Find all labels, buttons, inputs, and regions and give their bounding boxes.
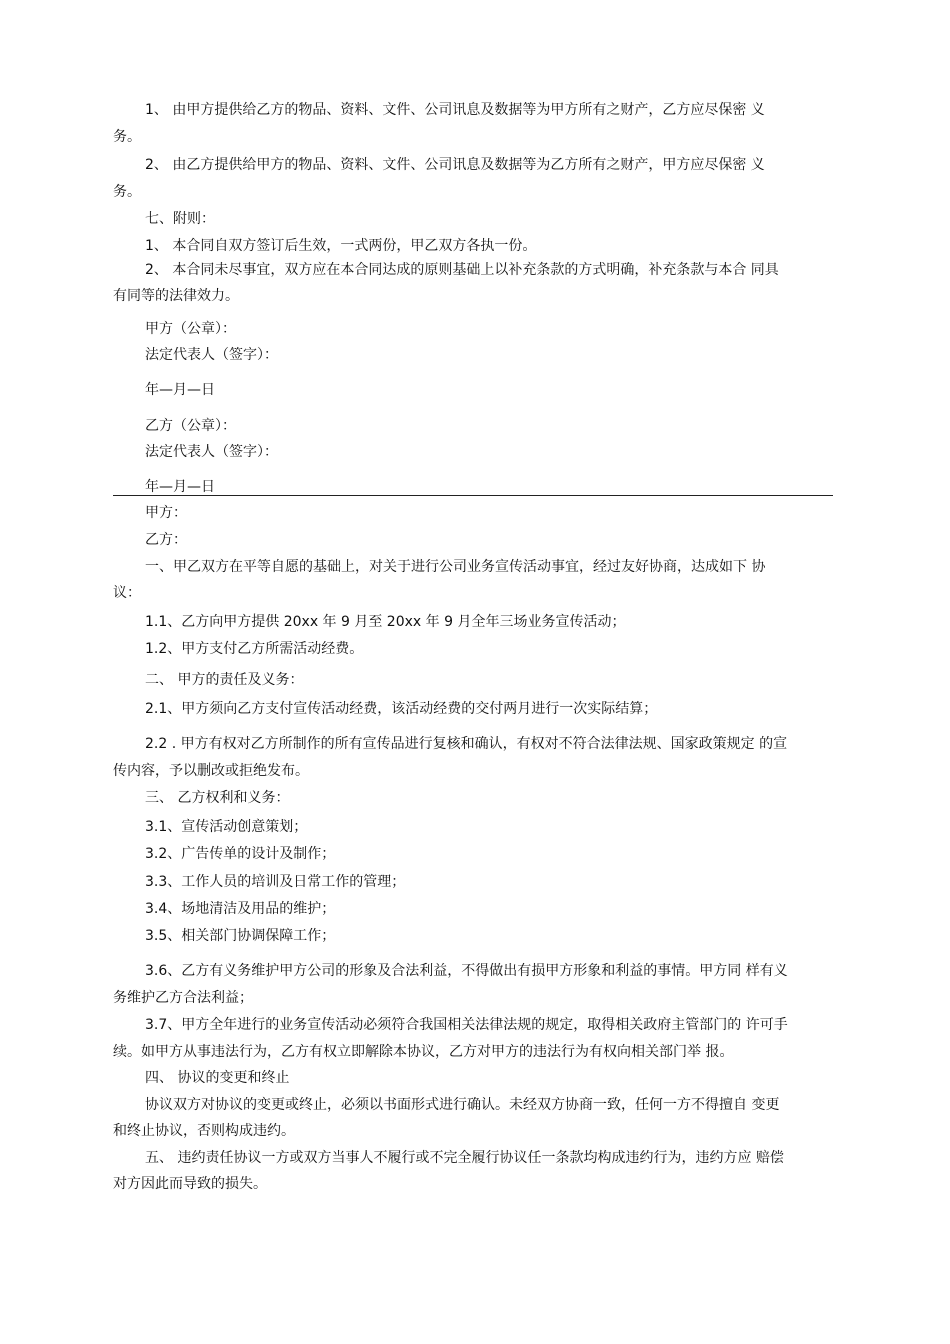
article-3-4: 3.4、场地清洁及用品的维护； bbox=[145, 901, 336, 917]
party-a-seal-label: 甲方（公章）： bbox=[145, 321, 236, 337]
article-2-2-line-1: 2.2 . 甲方有权对乙方所制作的所有宣传品进行复核和确认，有权对不符合法律法规、国家政策规定 的宣 bbox=[145, 736, 788, 752]
article-3-6-line-2: 务维护乙方合法利益； bbox=[113, 990, 253, 1006]
article-3-heading: 三、 乙方权利和义务： bbox=[145, 790, 290, 806]
clause-2-line-1: 2、 由乙方提供给甲方的物品、资料、文件、公司讯息及数据等为乙方所有之财产，甲方应尽保密 义 bbox=[145, 157, 765, 173]
article-3-6-line-1: 3.6、乙方有义务维护甲方公司的形象及合法利益，不得做出有损甲方形象和利益的事情。甲方同 样有义 bbox=[145, 963, 788, 979]
party-b-representative-label: 法定代表人（签字）： bbox=[145, 444, 278, 460]
party-b-date-label: 年—月—日 bbox=[145, 479, 215, 495]
article-1-line-2: 议： bbox=[113, 585, 141, 601]
article-4-heading: 四、 协议的变更和终止 bbox=[145, 1070, 290, 1086]
article-5-line-2: 对方因此而导致的损失。 bbox=[113, 1176, 267, 1192]
article-3-3: 3.3、工作人员的培训及日常工作的管理； bbox=[145, 874, 406, 890]
article-3-7-line-2: 续。如甲方从事违法行为，乙方有权立即解除本协议，乙方对甲方的违法行为有权向相关部门举 报。 bbox=[113, 1044, 734, 1060]
article-1-2: 1.2、甲方支付乙方所需活动经费。 bbox=[145, 641, 364, 657]
article-3-7-line-1: 3.7、甲方全年进行的业务宣传活动必须符合我国相关法律法规的规定，取得相关政府主管部门的 许可手 bbox=[145, 1017, 788, 1033]
article-5-line-1: 五、 违约责任协议一方或双方当事人不履行或不完全履行协议任一条款均构成违约行为，违约方应 赔偿 bbox=[145, 1150, 784, 1166]
section-7-heading: 七、附则： bbox=[145, 211, 215, 227]
article-4-body-line-1: 协议双方对协议的变更或终止，必须以书面形式进行确认。未经双方协商一致，任何一方不得擅自 变更 bbox=[145, 1097, 780, 1113]
clause-2-line-2: 务。 bbox=[113, 184, 141, 200]
clause-1-line-1: 1、 由甲方提供给乙方的物品、资料、文件、公司讯息及数据等为甲方所有之财产，乙方应尽保密 义 bbox=[145, 102, 765, 118]
section-7-item-2-line-1: 2、 本合同未尽事宜，双方应在本合同达成的原则基础上以补充条款的方式明确，补充条款与本合 同具 bbox=[145, 262, 779, 278]
party-a-label: 甲方： bbox=[145, 505, 187, 521]
article-2-1: 2.1、甲方须向乙方支付宣传活动经费，该活动经费的交付两月进行一次实际结算； bbox=[145, 701, 658, 717]
section-divider bbox=[113, 495, 833, 496]
party-a-representative-label: 法定代表人（签字）： bbox=[145, 347, 278, 363]
section-7-item-2-line-2: 有同等的法律效力。 bbox=[113, 288, 239, 304]
article-2-2-line-2: 传内容，予以删改或拒绝发布。 bbox=[113, 763, 309, 779]
article-3-2: 3.2、广告传单的设计及制作； bbox=[145, 846, 336, 862]
article-2-heading: 二、 甲方的责任及义务： bbox=[145, 672, 304, 688]
clause-1-line-2: 务。 bbox=[113, 129, 141, 145]
party-b-seal-label: 乙方（公章）： bbox=[145, 418, 236, 434]
party-b-label: 乙方： bbox=[145, 532, 187, 548]
article-3-1: 3.1、宣传活动创意策划； bbox=[145, 819, 308, 835]
party-a-date-label: 年—月—日 bbox=[145, 382, 215, 398]
article-1-1: 1.1、乙方向甲方提供 20xx 年 9 月至 20xx 年 9 月全年三场业务宣传活动； bbox=[145, 614, 626, 630]
article-3-5: 3.5、相关部门协调保障工作； bbox=[145, 928, 336, 944]
section-7-item-1: 1、 本合同自双方签订后生效，一式两份，甲乙双方各执一份。 bbox=[145, 238, 537, 254]
article-4-body-line-2: 和终止协议，否则构成违约。 bbox=[113, 1123, 295, 1139]
article-1-line-1: 一、甲乙双方在平等自愿的基础上，对关于进行公司业务宣传活动事宜，经过友好协商，达成如下 协 bbox=[145, 559, 766, 575]
